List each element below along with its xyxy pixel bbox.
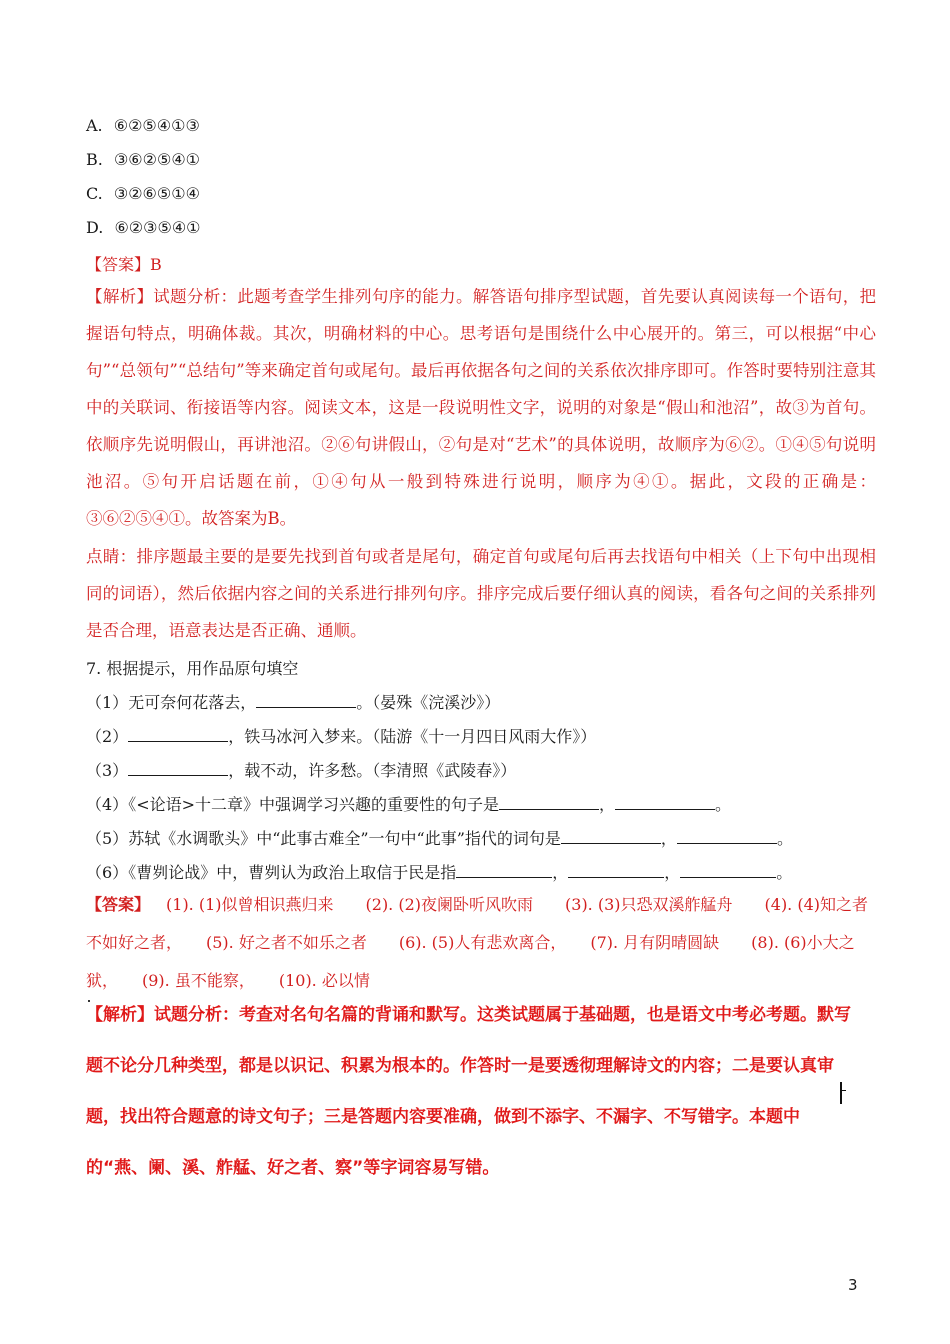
analysis-label: 【解析】	[86, 287, 154, 306]
answer-blank[interactable]	[615, 795, 715, 810]
answer-blank[interactable]	[561, 829, 661, 844]
answer-blank[interactable]	[128, 761, 228, 776]
option-text: ③②⑥⑤①④	[113, 184, 200, 203]
option-b	[86, 150, 200, 169]
item-after: 。	[776, 863, 793, 882]
question-title-text: 7. 根据提示，用作品原句填空	[86, 659, 299, 678]
item-sep: ，	[660, 829, 677, 848]
item-before: 《曹刿论战》中，曹刿认为政治上取信于民是指	[128, 863, 457, 882]
answer-blank[interactable]	[256, 693, 356, 708]
item-after: ，铁马冰河入梦来。（陆游《十一月四日风雨大作》）	[228, 727, 597, 746]
item-number: （4）	[86, 795, 129, 814]
option-c	[86, 184, 200, 203]
item-number: （2）	[86, 727, 129, 746]
item-sep: ，	[664, 863, 681, 882]
item-sep: ，	[552, 863, 569, 882]
answer-blank[interactable]	[128, 727, 228, 742]
option-letter: B.	[86, 150, 103, 169]
option-letter: A.	[86, 116, 103, 135]
item-after: 。（晏殊《浣溪沙》）	[356, 693, 501, 712]
question-title	[86, 656, 298, 679]
fill-item-2	[86, 724, 596, 747]
option-d	[86, 218, 201, 237]
cursor-tick	[842, 1090, 846, 1091]
fill-item-4	[86, 792, 731, 815]
option-letter: D.	[86, 218, 104, 237]
answer-line	[86, 252, 162, 275]
item-number: （6）	[86, 863, 129, 882]
answer-text: (1). (1)似曾相识燕归来 (2). (2)夜阑卧听风吹雨 (3). (3)只恐双溪舴艋舟 (4). (4)知之者不如好之者， (5). 好之者不如乐之者 (6). (5)人有悲欢离合， (7). 月有阴晴圆缺 (8). (6)小大之狱， (9). 虽不能察， (10). 必以情	[86, 895, 869, 990]
option-text: ③⑥②⑤④①	[113, 150, 200, 169]
item-before: 《<论语>十二章》中强调学习兴趣的重要性的句子是	[128, 795, 500, 814]
answer-blank[interactable]	[677, 829, 777, 844]
analysis-text: 试题分析：此题考查学生排列句序的能力。解答语句排序型试题，首先要认真阅读每一个语句，把握语句特点，明确体裁。其次，明确材料的中心。思考语句是围绕什么中心展开的。第三，可以根据“中心句”“总领句”“总结句”等来确定首句或尾句。最后再依据各句之间的关系依次排序即可。作答时要特别注意其中的关联词、衔接语等内容。阅读文本，这是一段说明性文字，说明的对象是“假山和池沼”，故③为首句。依顺序先说明假山，再讲池沼。②⑥句讲假山，②句是对“艺术”的具体说明，故顺序为⑥②。①④⑤句说明池沼。⑤句开启话题在前，①④句从一般到特殊进行说明，顺序为④①。据此，文段的正确是：③⑥②⑤④①。故答案为B。	[86, 287, 877, 528]
option-text: ⑥②⑤④①③	[113, 116, 200, 135]
tip-text: 点睛：排序题最主要的是要先找到首句或者是尾句，确定首句或尾句后再去找语句中相关（上下句中出现相同的词语），然后依据内容之间的关系进行排列句序。排序完成后要仔细认真的阅读，看各句之间的关系排列是否合理，语意表达是否正确、通顺。	[86, 547, 876, 640]
item-after: ，载不动，许多愁。（李清照《武陵春》）	[228, 761, 517, 780]
answer-label: 【答案】	[86, 895, 151, 914]
page-number: 3	[848, 1276, 858, 1294]
answer-label: 【答案】	[86, 255, 151, 274]
answer-blank[interactable]	[456, 863, 552, 878]
answer-value: B	[150, 255, 162, 274]
item-before: 苏轼《水调歌头》中“此事古难全”一句中“此事”指代的词句是	[128, 829, 561, 848]
item-after: 。	[776, 829, 793, 848]
item-number: （3）	[86, 761, 129, 780]
tip-paragraph	[86, 538, 876, 649]
analysis-paragraph	[86, 278, 876, 537]
fill-item-3	[86, 758, 516, 781]
option-text: ⑥②③⑤④①	[114, 218, 201, 237]
fill-item-6	[86, 860, 792, 883]
item-after: 。	[715, 795, 732, 814]
answer-block	[86, 886, 876, 1000]
option-a	[86, 116, 200, 135]
analysis-paragraph-2	[86, 990, 856, 1194]
item-number: （5）	[86, 829, 129, 848]
answer-blank[interactable]	[680, 863, 776, 878]
answer-blank[interactable]	[568, 863, 664, 878]
item-number: （1）	[86, 693, 129, 712]
fill-item-1	[86, 690, 500, 713]
fill-item-5	[86, 826, 793, 849]
item-before: 无可奈何花落去，	[128, 693, 257, 712]
option-letter: C.	[86, 184, 103, 203]
item-sep: ，	[599, 795, 616, 814]
analysis-text: 【解析】试题分析：考查对名句名篇的背诵和默写。这类试题属于基础题，也是语文中考必考题。默写题不论分几种类型，都是以识记、积累为根本的。作答时一是要透彻理解诗文的内容；二是要认真审题，找出符合题意的诗文句子；三是答题内容要准确，做到不添字、不漏字、不写错字。本题中的“燕、阑、溪、舴艋、好之者、察”等字词容易写错。	[86, 1005, 851, 1178]
text-cursor	[840, 1082, 842, 1104]
answer-blank[interactable]	[499, 795, 599, 810]
